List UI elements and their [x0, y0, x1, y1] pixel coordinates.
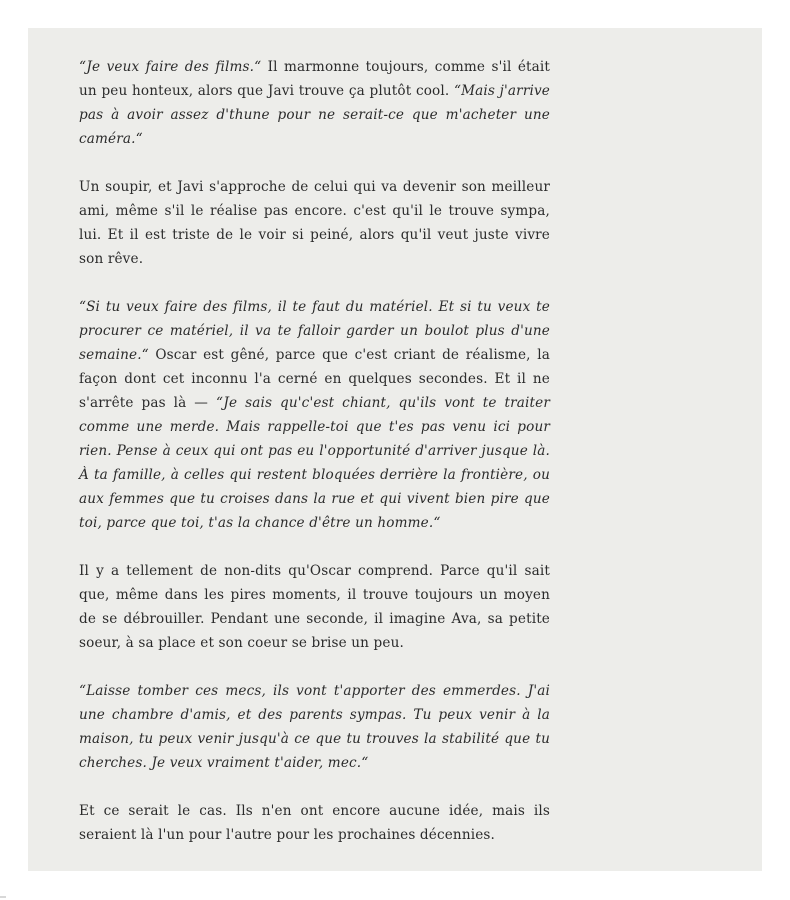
narration-text: Il marmonne toujours, comme s'il était un peu honteux, alors que Javi trouve ça plutôt cool. [79, 59, 550, 99]
paragraph-6: Et ce serait le cas. Ils n'en ont encore aucune idée, mais ils seraient là l'un pour l'autre pour les prochaines décennies. [79, 803, 550, 843]
dialogue-quote: “Mais j'arrive pas à avoir assez d'thune pour ne serait-ce que m'acheter une caméra.“ [79, 83, 551, 147]
corner-mark [0, 896, 6, 898]
paragraph-3 [79, 295, 550, 535]
paragraph-1 [79, 55, 550, 151]
story-page [28, 28, 762, 871]
dialogue-quote: “Laisse tomber ces mecs, ils vont t'apporter des emmerdes. J'ai une chambre d'amis, et des parents sympas. Tu peux venir à la maison, tu peux venir jusqu'à ce que tu trouves la stabilité que tu cherches. Je veux vraiment t'aider, mec.“ [79, 683, 550, 771]
dialogue-quote: “Si tu veux faire des films, il te faut du matériel. Et si tu veux te procurer ce matériel, il va te falloir garder un boulot plus d'une semaine.“ [79, 299, 550, 363]
paragraph-4: Il y a tellement de non-dits qu'Oscar comprend. Parce qu'il sait que, même dans les pires moments, il trouve toujours un moyen de se débrouiller. Pendant une seconde, il imagine Ava, sa petite soeur, à sa place et son coeur se brise un peu. [79, 563, 550, 651]
narration-text: Oscar est gêné, parce que c'est criant de réalisme, la façon dont cet inconnu l'a cerné en quelques secondes. Et il ne s'arrête pas là — [79, 347, 550, 411]
dialogue-quote: “Je sais qu'c'est chiant, qu'ils vont te traiter comme une merde. Mais rappelle-toi que t'es pas venu ici pour rien. Pense à ceux qui ont pas eu l'opportunité d'arriver jusque là. À ta famille, à celles qui restent bloquées derrière la frontière, ou aux femmes que tu croises dans la rue et qui vivent bien pire que toi, parce que toi, t'as la chance d'être un homme.“ [79, 395, 550, 531]
paragraph-5 [79, 679, 550, 775]
dialogue-quote: “Je veux faire des films.“ [79, 59, 262, 75]
paragraph-2: Un soupir, et Javi s'approche de celui qui va devenir son meilleur ami, même s'il le réalise pas encore. c'est qu'il le trouve sympa, lui. Et il est triste de le voir si peiné, alors qu'il veut juste vivre son rêve. [79, 179, 550, 267]
story-text [79, 55, 550, 847]
